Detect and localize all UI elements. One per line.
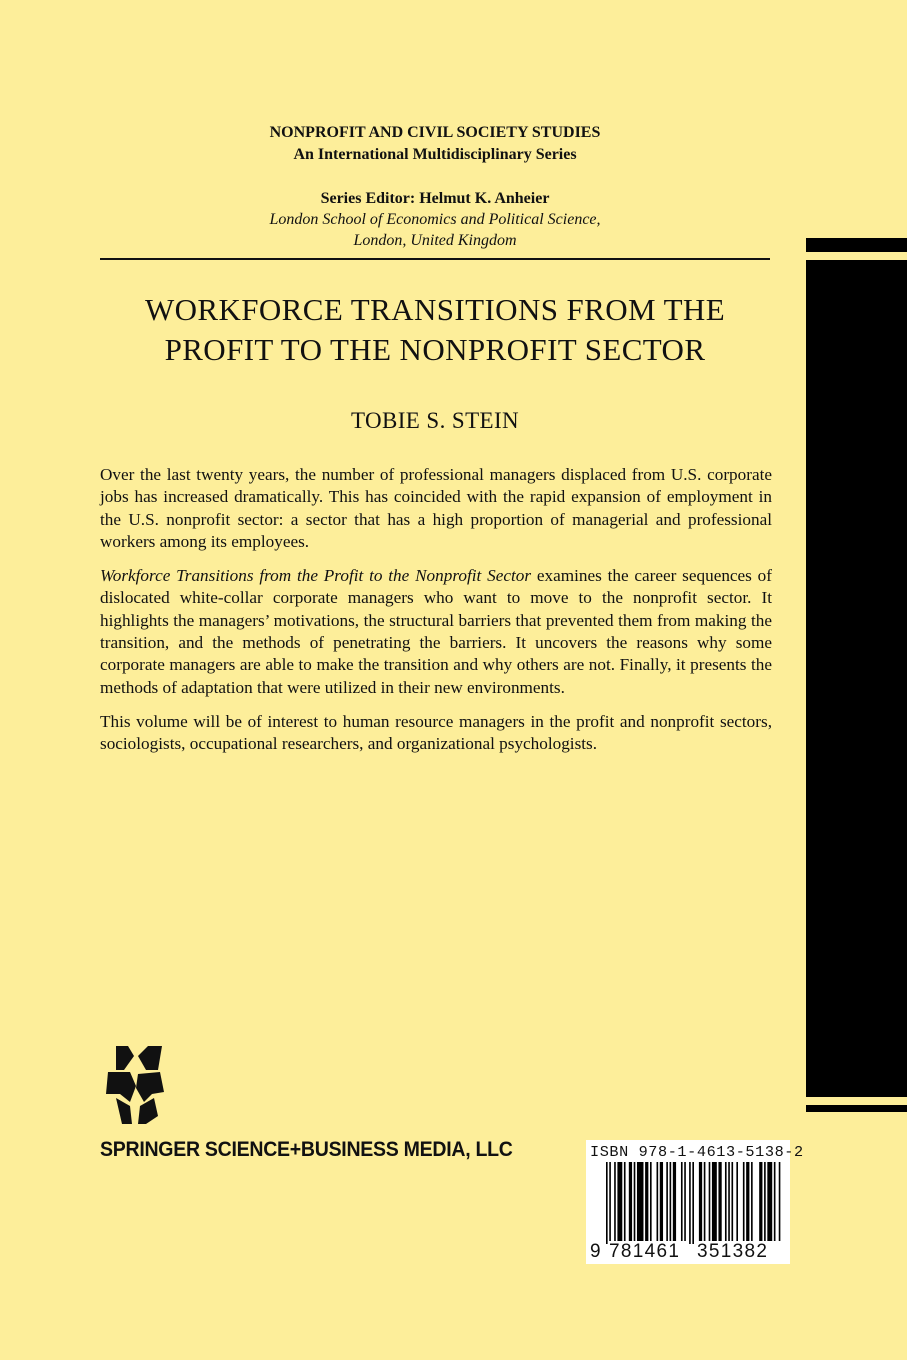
book-description [100, 464, 772, 768]
description-paragraph-1: Over the last twenty years, the number of professional managers displaced from U.S. corporate jobs has increased dramatically. This has coincided with the rapid expansion of employment in the U.S. nonprofit sector: a sector that has a high proportion of managerial and professional workers among its employees. [100, 465, 772, 551]
barcode-bar [660, 1162, 663, 1244]
barcode-bar [684, 1162, 686, 1244]
barcode-bar [743, 1162, 745, 1244]
barcode-bar [731, 1162, 733, 1244]
ean-right-digits: 351382 [697, 1241, 781, 1263]
series-editor-name: Series Editor: Helmut K. Anheier [320, 190, 550, 207]
barcode-bar [614, 1162, 616, 1244]
series-editor [100, 188, 770, 251]
barcode-bar [634, 1162, 636, 1244]
series-header [100, 122, 770, 166]
barcode-bar [746, 1162, 749, 1244]
barcode-bar [759, 1162, 762, 1244]
description-title-reference: Workforce Transitions from the Profit to the Nonprofit Sector [100, 566, 532, 586]
spine-stripe-bottom [806, 1097, 907, 1105]
barcode-bar [704, 1162, 706, 1244]
barcode-bar [624, 1162, 626, 1244]
barcode-bar [670, 1162, 672, 1244]
description-paragraph-3: This volume will be of interest to human resource managers in the profit and nonprofit sectors, sociologists, occupational researchers, and organizational psychologists. [100, 711, 772, 754]
book-author: TOBIE S. STEIN [350, 408, 520, 433]
editor-affiliation-line1: London School of Economics and Political Science, [269, 211, 601, 228]
barcode-bar [657, 1162, 659, 1244]
book-title [100, 290, 770, 370]
barcode-bar [629, 1162, 632, 1244]
book-title-line2: PROFIT TO THE NONPROFIT SECTOR [164, 332, 706, 367]
barcode-bar [728, 1162, 730, 1244]
ean-left-digits: 781461 [609, 1241, 689, 1263]
barcode-bar [673, 1162, 676, 1244]
barcode-bar [725, 1162, 727, 1244]
editor-affiliation-line2: London, United Kingdom [353, 232, 517, 249]
barcode-bar [645, 1162, 648, 1244]
header-divider [100, 258, 770, 260]
barcode-bar [751, 1162, 753, 1244]
barcode-bars [606, 1162, 782, 1244]
barcode-bar [666, 1162, 668, 1244]
barcode-bar [779, 1162, 781, 1244]
barcode-bar [699, 1162, 702, 1244]
barcode-bar [609, 1162, 611, 1244]
ean-first-digit: 9 [590, 1241, 601, 1262]
barcode-bar [689, 1162, 691, 1244]
barcode-bar [767, 1162, 772, 1244]
barcode-bar [606, 1162, 608, 1244]
isbn-label: ISBN 978-1-4613-5138-2 [590, 1143, 804, 1161]
description-paragraph-2-text: examines the career sequences of dislocated white-collar corporate managers who want to move to the nonprofit sector. It highlights the managers’ motivations, the structural barriers that prevented them from making the transition, and the methods of penetrating the barriers. It uncovers the reasons why some corporate managers are able to make the transition and why others are not. Finally, it presents the methods of adaptation that were utilized in their new environments. [100, 566, 772, 697]
series-subtitle: An International Multidisciplinary Series [293, 146, 577, 163]
barcode-bar [718, 1162, 721, 1244]
book-title-line1: WORKFORCE TRANSITIONS FROM THE [144, 292, 726, 327]
barcode-bar [617, 1162, 622, 1244]
spine-band [806, 238, 907, 1112]
barcode-bar [709, 1162, 711, 1244]
spine-stripe-top [806, 252, 907, 260]
barcode-bar [774, 1162, 776, 1244]
publisher-name: SPRINGER SCIENCE+BUSINESS MEDIA, LLC [100, 1138, 513, 1161]
springer-knight-logo-icon [102, 1044, 168, 1126]
description-paragraph-2 [100, 565, 772, 699]
barcode-bar [764, 1162, 766, 1244]
barcode-bar [736, 1162, 738, 1244]
series-name: NONPROFIT AND CIVIL SOCIETY STUDIES [269, 124, 601, 141]
barcode-bar [692, 1162, 694, 1244]
barcode-bar [681, 1162, 683, 1244]
barcode-bar [637, 1162, 644, 1244]
barcode-bar [712, 1162, 717, 1244]
barcode-bar [650, 1162, 652, 1244]
